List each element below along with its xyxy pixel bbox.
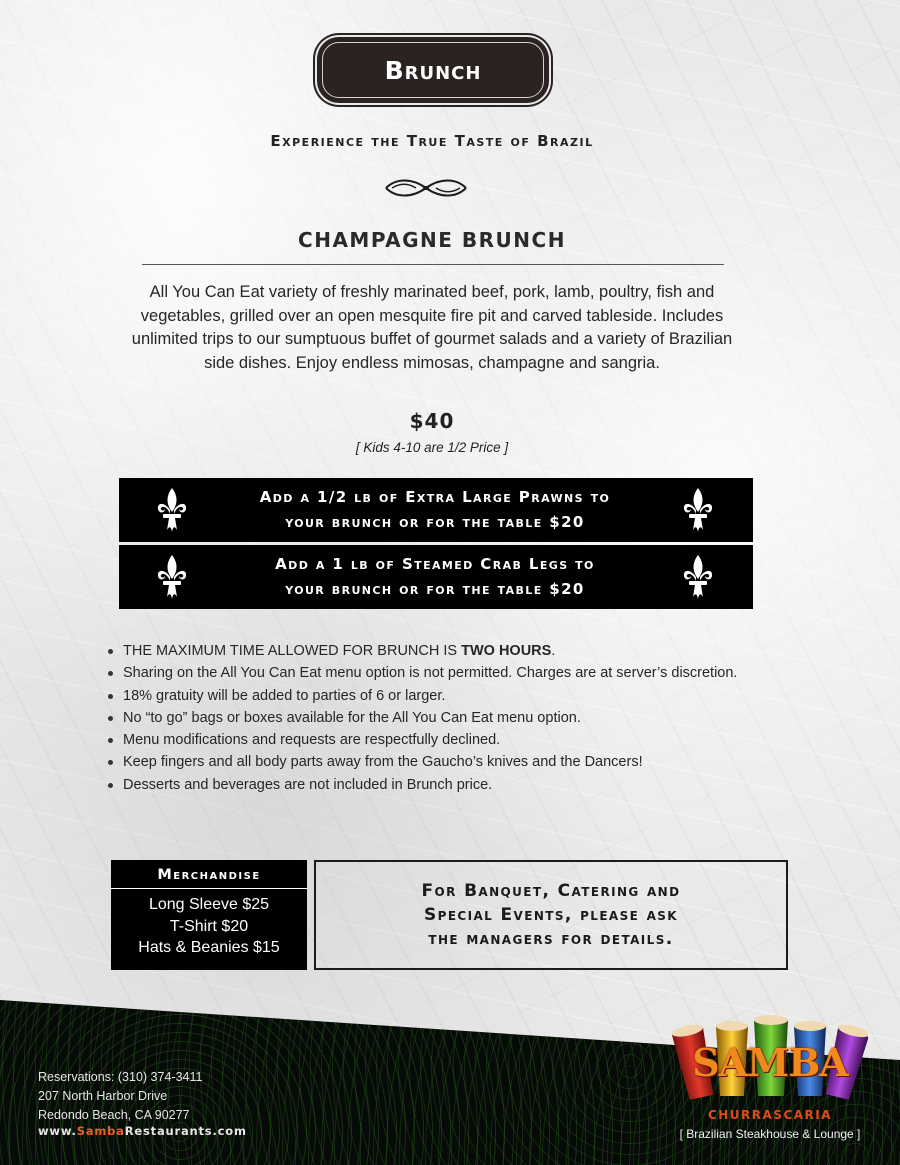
page-title: Brunch bbox=[384, 55, 482, 85]
logo-wordmark: SAMBA bbox=[692, 1040, 848, 1085]
logo-tagline: [ Brazilian Steakhouse & Lounge ] bbox=[679, 1127, 861, 1141]
brunch-description: All You Can Eat variety of freshly marinated beef, pork, lamb, poultry, fish and vegetables, grilled over an open mesquite fire pit and carved tableside. Includes unlimited trips to our sumptuous buffet of gourmet salads and a variety of Brazilian side dishes. Enjoy endless mimosas, champagne and sangria. bbox=[131, 283, 733, 372]
address-line: Redondo Beach, CA 90277 bbox=[38, 1108, 190, 1122]
list-item: Menu modifications and requests are respectfully declined. bbox=[107, 729, 847, 751]
website-suffix: Restaurants.com bbox=[124, 1124, 247, 1138]
website-link[interactable] bbox=[38, 1124, 247, 1138]
subtitle: Experience the True Taste of Brazil bbox=[270, 132, 594, 150]
addon-prawns-text bbox=[189, 485, 681, 535]
list-item: Keep fingers and all body parts away from the Gaucho’s knives and the Dancers! bbox=[107, 751, 847, 773]
fleur-de-lis-icon bbox=[681, 553, 715, 601]
banquet-text bbox=[422, 879, 681, 951]
addon-crab-text bbox=[189, 552, 681, 602]
section-title: CHAMPAGNE BRUNCH bbox=[298, 228, 566, 252]
brunch-price: $40 bbox=[409, 409, 455, 433]
merchandise-item: Hats & Beanies $15 bbox=[138, 939, 280, 956]
reservations-phone[interactable]: Reservations: (310) 374-3411 bbox=[38, 1070, 203, 1084]
ornament-scroll-icon bbox=[382, 174, 470, 202]
merchandise-item: T-Shirt $20 bbox=[169, 917, 249, 935]
fleur-de-lis-icon bbox=[681, 486, 715, 534]
kids-price-note: [ Kids 4-10 are 1/2 Price ] bbox=[355, 440, 509, 455]
merchandise-items bbox=[111, 889, 307, 959]
list-item: Sharing on the All You Can Eat menu option is not permitted. Charges are at server’s discretion. bbox=[107, 662, 847, 684]
merchandise-item: Long Sleeve $25 bbox=[148, 896, 270, 913]
list-item: 18% gratuity will be added to parties of 6 or larger. bbox=[107, 685, 847, 707]
list-item: No “to go” bags or boxes available for the All You Can Eat menu option. bbox=[107, 707, 847, 729]
addon-crab-banner bbox=[119, 545, 753, 609]
logo-subtitle: CHURRASCARIA bbox=[707, 1108, 833, 1122]
addon-prawns-banner bbox=[119, 478, 753, 542]
addon-crab-line1: Add a 1 lb of Steamed Crab Legs to bbox=[275, 555, 595, 573]
footer-contact bbox=[38, 1068, 202, 1125]
merchandise-box bbox=[111, 860, 307, 970]
banquet-line: the managers for details. bbox=[428, 929, 674, 949]
list-item bbox=[107, 640, 847, 662]
fleur-de-lis-icon bbox=[155, 553, 189, 601]
website-prefix: www. bbox=[38, 1124, 77, 1138]
brunch-rules-list bbox=[107, 640, 847, 796]
banquet-info-box bbox=[314, 860, 788, 970]
addon-prawns-line1: Add a 1/2 lb of Extra Large Prawns to bbox=[259, 488, 611, 506]
rule-text: THE MAXIMUM TIME ALLOWED FOR BRUNCH IS bbox=[123, 643, 462, 659]
rule-emphasis: TWO HOURS bbox=[461, 643, 552, 659]
fleur-de-lis-icon bbox=[155, 486, 189, 534]
banquet-line: Special Events, please ask bbox=[423, 905, 679, 925]
merchandise-title: Merchandise bbox=[111, 860, 307, 889]
website-accent: Samba bbox=[76, 1124, 125, 1138]
title-plaque bbox=[317, 37, 549, 103]
section-divider bbox=[142, 264, 724, 265]
list-item: Desserts and beverages are not included in Brunch price. bbox=[107, 774, 847, 796]
addon-prawns-line2: your brunch or for the table $20 bbox=[285, 513, 585, 531]
addon-crab-line2: your brunch or for the table $20 bbox=[285, 580, 585, 598]
rule-text: . bbox=[551, 643, 556, 659]
banquet-line: For Banquet, Catering and bbox=[421, 881, 681, 901]
address-line: 207 North Harbor Drive bbox=[38, 1089, 168, 1103]
